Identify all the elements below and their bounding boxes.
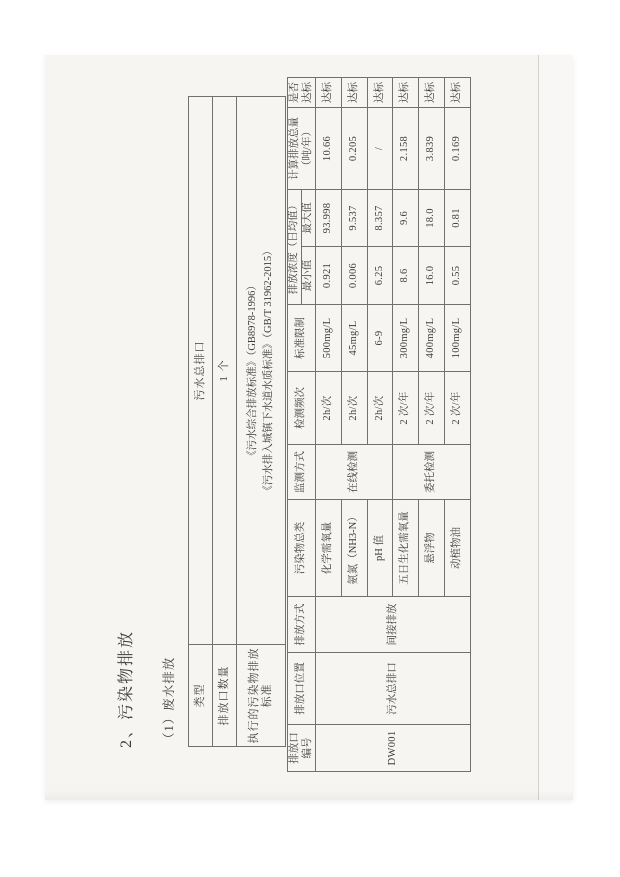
cell-limit: 6-9 [367,305,393,372]
col-header-total: 计算排放总量 （吨/年） [288,108,316,190]
cell-status: 达标 [419,78,445,108]
col-header-outlet-no: 排放口 编号 [288,725,316,772]
cell-max: 8.357 [367,190,393,247]
cell-status: 达标 [341,78,367,108]
summary-label-standards: 执行的污染物排放标准 [237,645,286,747]
cell-frequency: 2 次/年 [444,372,470,445]
cell-limit: 100mg/L [444,305,470,372]
discharge-summary-table [188,96,286,747]
cell-frequency: 2h/次 [316,372,342,445]
cell-status: 达标 [393,78,419,108]
cell-total: / [367,108,393,190]
summary-value-outlet-count: 1 个 [213,97,237,645]
header-row [288,78,302,772]
cell-limit: 400mg/L [419,305,445,372]
cell-min: 8.6 [393,247,419,305]
rotated-document-content [45,55,573,800]
cell-status: 达标 [316,78,342,108]
summary-value-type: 污水总排口 [189,97,213,645]
cell-max: 9.6 [393,190,419,247]
col-header-discharge-mode: 排放方式 [288,597,316,653]
table-row [237,97,286,747]
wastewater-discharge-table [287,77,471,772]
cell-limit: 45mg/L [341,305,367,372]
col-header-limit: 标准限制 [288,305,316,372]
summary-value-standards [237,97,286,645]
cell-total: 0.205 [341,108,367,190]
cell-pollutant: 悬浮物 [419,500,445,597]
cell-pollutant: 化学需氧量 [316,500,342,597]
cell-limit: 500mg/L [316,305,342,372]
col-header-min: 最小值 [302,247,316,305]
section-title: 2、污染物排放 [118,629,135,748]
col-header-status: 是否 达标 [288,78,316,108]
cell-pollutant: pH 值 [367,500,393,597]
cell-outlet-no: DW001 [316,725,471,772]
cell-pollutant: 动植物油 [444,500,470,597]
cell-status: 达标 [444,78,470,108]
cell-frequency: 2h/次 [367,372,393,445]
cell-total: 2.158 [393,108,419,190]
cell-total: 3.839 [419,108,445,190]
cell-frequency: 2 次/年 [393,372,419,445]
cell-pollutant: 五日生化需氧量 [393,500,419,597]
table-row [316,78,342,772]
col-header-max: 最大值 [302,190,316,247]
cell-min: 0.55 [444,247,470,305]
standard-line-2: 《污水排入城镇下水道水质标准》（GB/T 31962-2015） [263,245,274,496]
cell-total: 0.169 [444,108,470,190]
cell-frequency: 2 次/年 [419,372,445,445]
col-header-concentration-group: 排放浓度（日均值） [288,190,302,305]
cell-limit: 300mg/L [393,305,419,372]
cell-status: 达标 [367,78,393,108]
subsection-title: （1）废水排放 [162,656,176,745]
cell-max: 0.81 [444,190,470,247]
col-header-outlet-location: 排放口位置 [288,653,316,725]
cell-min: 16.0 [419,247,445,305]
cell-max: 9.537 [341,190,367,247]
cell-outlet-location: 污水总排口 [316,653,471,725]
cell-monitoring-commissioned: 委托检测 [393,445,470,500]
cell-max: 93.998 [316,190,342,247]
summary-label-outlet-count: 排放口数量 [213,645,237,747]
table-row [213,97,237,747]
standard-line-1: 《污水综合排放标准》（GB8978-1996） [246,280,258,461]
col-header-pollutant: 污染物总类 [288,500,316,597]
summary-label-type: 类型 [189,645,213,747]
cell-min: 0.006 [341,247,367,305]
scanned-page [45,55,573,800]
cell-pollutant: 氨氮（NH3-N） [341,500,367,597]
col-header-monitoring: 监测方式 [288,445,316,500]
cell-discharge-mode: 间接排放 [316,597,471,653]
cell-max: 18.0 [419,190,445,247]
cell-monitoring-online: 在线检测 [316,445,393,500]
cell-frequency: 2h/次 [341,372,367,445]
col-header-frequency: 检测频次 [288,372,316,445]
cell-min: 0.921 [316,247,342,305]
cell-min: 6.25 [367,247,393,305]
table-row [189,97,213,747]
cell-total: 10.66 [316,108,342,190]
